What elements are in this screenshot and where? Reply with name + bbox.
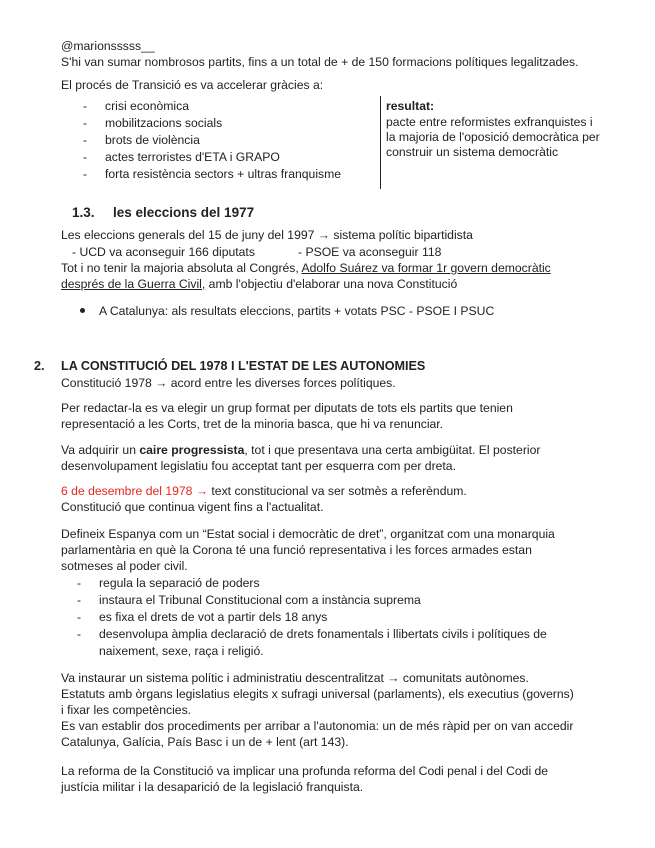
list-item: - regula la separació de poders xyxy=(77,575,547,592)
list-item: - es fixa el drets de vot a partir dels 18 anys xyxy=(77,609,547,626)
section-1-3-number: 1.3. xyxy=(72,205,95,220)
drafting-line-2: representació a les Corts, tret de la minoria basca, que hi va renunciar. xyxy=(61,417,444,431)
autonomies-line-2: Estatuts amb òrgans legislatius elegits x sufragi universal (parlaments), els executius (governs) xyxy=(61,687,574,701)
definition-line-3: sotmeses al poder civil. xyxy=(61,559,188,573)
section-2-number: 2. xyxy=(34,359,45,373)
autonomies-line-4: Es van establir dos procediments per arribar a l'autonomia: un de més ràpid per on van accedir xyxy=(61,719,574,733)
section-1-3-title: les eleccions del 1977 xyxy=(113,205,255,220)
definition-line-2: parlamentària en què la Corona té una funció representativa i les forces armades estan xyxy=(61,543,532,557)
list-item: - crisi econòmica xyxy=(83,98,341,115)
list-item: - actes terroristes d'ETA i GRAPO xyxy=(83,149,341,166)
vigent-line: Constitució que continua vigent fins a l'actualitat. xyxy=(61,500,324,514)
list-item: - instaura el Tribunal Constitucional com a instància suprema xyxy=(77,592,547,609)
list-item: - brots de violència xyxy=(83,132,341,149)
autonomies-line-1: Va instaurar un sistema polític i administratiu descentralitzat → comunitats autònomes. xyxy=(61,671,529,685)
reform-line-1: La reforma de la Constitució va implicar una profunda reforma del Codi penal i del Codi de xyxy=(61,764,549,778)
features-list xyxy=(77,575,547,643)
intro-line-1: S'hi van sumar nombrosos partits, fins a un total de + de 150 formacions polítiques legalitzades. xyxy=(61,55,579,69)
result-title: resultat: xyxy=(386,99,435,113)
causes-list xyxy=(83,98,341,183)
list-item: - desenvolupa àmplia declaració de drets fonamentals i llibertats civils i polítiques de xyxy=(77,626,547,643)
result-line-1: pacte entre reformistes exfranquistes i xyxy=(386,115,593,129)
list-item: - forta resistència sectors + ultras franquisme xyxy=(83,166,341,183)
elections-line: Les eleccions generals del 15 de juny del 1997 → sistema polític bipartidista xyxy=(61,228,473,242)
progressive-line-1: Va adquirir un caire progressista, tot i que presentava una certa ambigüitat. El posterior xyxy=(61,443,541,457)
psoe-result: - PSOE va aconseguir 118 xyxy=(298,245,442,259)
list-item: - mobilitzacions socials xyxy=(83,115,341,132)
result-line-2: la majoria de l'oposició democràtica per xyxy=(386,130,600,144)
progressive-line-2: desenvolupament legislatiu fou acceptat tant per esquerra com per dreta. xyxy=(61,459,456,473)
author-handle: @marionsssss__ xyxy=(61,39,155,53)
autonomies-line-5: Catalunya, Galícia, País Basc i un de + lent (art 143). xyxy=(61,735,349,749)
intro-line-2: El procés de Transició es va accelerar gràcies a: xyxy=(61,78,324,92)
referendum-line: 6 de desembre del 1978 → text constitucional va ser sotmès a referèndum. xyxy=(61,484,467,498)
result-line-3: construir un sistema democràtic xyxy=(386,145,559,159)
suarez-line-2: després de la Guerra Civil, amb l'objectiu d'elaborar una nova Constitució xyxy=(61,277,458,291)
definition-line-1: Defineix Espanya com un “Estat social i democràtic de dret”, organitzat com una monarquia xyxy=(61,527,555,541)
column-divider xyxy=(380,96,381,189)
suarez-line-1: Tot i no tenir la majoria absoluta al Congrés, Adolfo Suárez va formar 1r govern democràtic xyxy=(61,261,551,275)
autonomies-line-3: i fixar les competències. xyxy=(61,703,192,717)
catalunya-bullet: A Catalunya: als resultats eleccions, partits + votats PSC - PSOE I PSUC xyxy=(80,303,494,319)
reform-line-2: justícia militar i la desaparició de la legislació franquista. xyxy=(61,780,364,794)
bullet-icon xyxy=(80,308,85,313)
feature-continuation: naixement, sexe, raça i religió. xyxy=(99,644,264,658)
section-2-title: LA CONSTITUCIÓ DEL 1978 I L'ESTAT DE LES AUTONOMIES xyxy=(61,359,426,373)
ucd-result: - UCD va aconseguir 166 diputats xyxy=(72,245,255,259)
drafting-line-1: Per redactar-la es va elegir un grup format per diputats de tots els partits que tenien xyxy=(61,401,513,415)
constitution-intro: Constitució 1978 → acord entre les diverses forces polítiques. xyxy=(61,376,396,390)
